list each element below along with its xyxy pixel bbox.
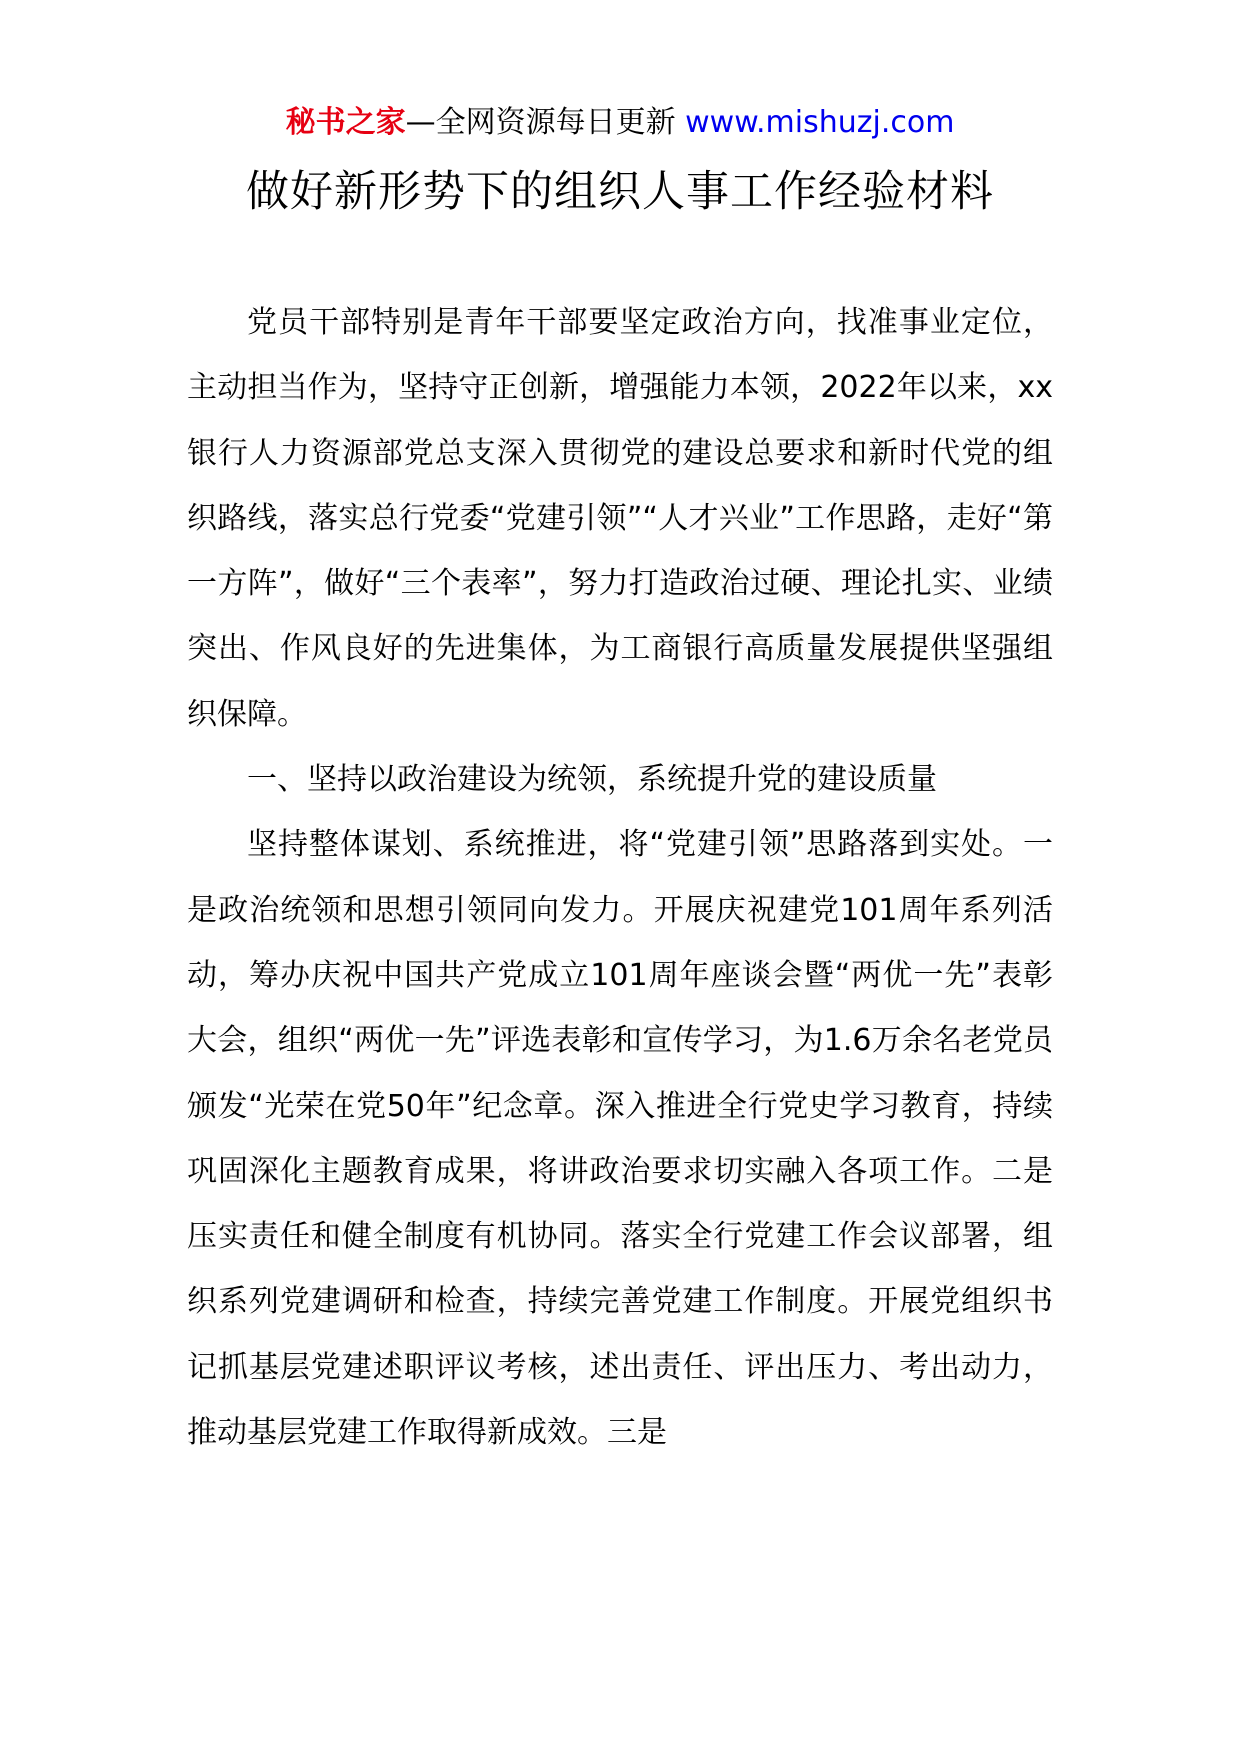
intro-paragraph: 党员干部特别是青年干部要坚定政治方向，找准事业定位，主动担当作为，坚持守正创新，增强能力本领，2022年以来，xx银行人力资源部党总支深入贯彻党的建设总要求和新时代党的组织路线，落实总行党委“党建引领”“人才兴业”工作思路，走好“第一方阵”，做好“三个表率”，努力打造政治过硬、理论扎实、业绩突出、作风良好的先进集体，为工商银行高质量发展提供坚强组织保障。 [187, 305, 1053, 732]
section-heading-1: 一、坚持以政治建设为统领，系统提升党的建设质量 [247, 762, 937, 798]
site-url-link[interactable]: www.mishuzj.com [685, 105, 955, 140]
site-header [0, 103, 1240, 143]
document-body [187, 290, 1053, 1465]
brand-name: 秘书之家 [285, 105, 406, 140]
section-1-paragraph: 坚持整体谋划、系统推进，将“党建引领”思路落到实处。一是政治统领和思想引领同向发力。开展庆祝建党101周年系列活动，筹办庆祝中国共产党成立101周年座谈会暨“两优一先”表彰大会，组织“两优一先”评选表彰和宣传学习，为1.6万余名老党员颁发“光荣在党50年”纪念章。深入推进全行党史学习教育，持续巩固深化主题教育成果，将讲政治要求切实融入各项工作。二是压实责任和健全制度有机协同。落实全行党建工作会议部署，组织系列党建调研和检查，持续完善党建工作制度。开展党组织书记抓基层党建述职评议考核，述出责任、评出压力、考出动力，推动基层党建工作取得新成效。三是 [187, 827, 1053, 1451]
document-title: 做好新形势下的组织人事工作经验材料 [246, 167, 994, 217]
header-tagline: —全网资源每日更新 [405, 105, 676, 140]
